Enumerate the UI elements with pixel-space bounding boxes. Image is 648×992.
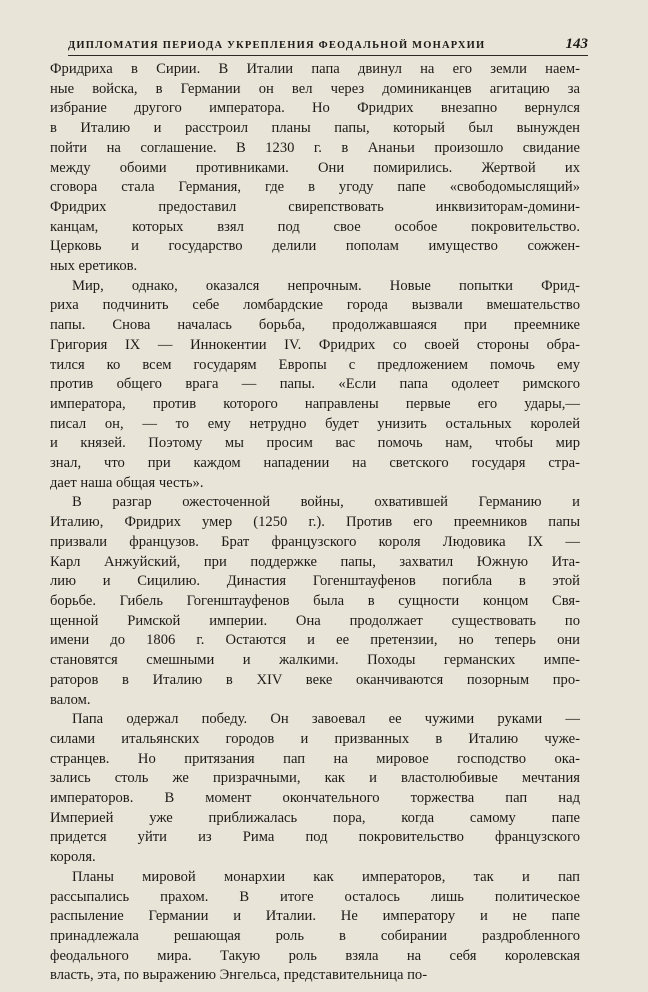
paragraph <box>50 868 580 986</box>
text-line: писал он, — то ему нетрудно будет унизить остальных королей <box>50 415 580 432</box>
text-line: ных еретиков. <box>50 258 138 275</box>
text-line: и князей. Поэтому мы просим вас помочь нам, чтобы мир <box>50 435 580 452</box>
text-line: тился ко всем государям Европы с предложением помочь ему <box>50 356 580 373</box>
text-line: имени до 1806 г. Остаются и ее претензии, но теперь они <box>50 632 580 649</box>
text-line: распыление Германии и Италии. Не императору и не папе <box>50 908 580 925</box>
text-line: короля. <box>50 849 96 866</box>
text-line: валом. <box>50 691 91 708</box>
text-line: папы. Снова началась борьба, продолжавшаяся при преемнике <box>50 317 580 334</box>
text-line: знал, что при каждом нападении на светского государя стра- <box>50 455 580 472</box>
text-line: дает наша общая честь». <box>50 474 204 491</box>
text-line: феодального мира. Такую роль взяла на себя королевская <box>50 947 580 964</box>
text-line: зались столь же призрачными, как и властолюбивые мечтания <box>50 770 580 787</box>
text-line: придется уйти из Рима под покровительство французского <box>50 829 580 846</box>
text-line: силами итальянских городов и призванных в Италию чуже- <box>50 730 580 747</box>
body-text <box>50 60 580 986</box>
text-line: Планы мировой монархии как императоров, так и пап <box>72 868 580 885</box>
text-line: призвали французов. Брат французского короля Людовика IX — <box>50 533 580 550</box>
text-line: раторов в Италию в XIV веке оканчиваются позорным про- <box>50 671 580 688</box>
text-line: принадлежала решающая роль в собирании раздробленного <box>50 927 580 944</box>
text-line: Мир, однако, оказался непрочным. Новые попытки Фрид- <box>72 277 580 294</box>
page-number: 143 <box>565 36 588 52</box>
paragraph <box>50 493 580 710</box>
text-line: щенной Римской империи. Она продолжает существовать по <box>50 612 580 629</box>
text-line: Григория IX — Иннокентии IV. Фридрих со своей стороны обра- <box>50 336 580 353</box>
text-line: Фридриха в Сирии. В Италии папа двинул на его земли наем- <box>50 61 580 77</box>
text-line: Папа одержал победу. Он завоевал ее чужими руками — <box>72 711 580 728</box>
text-line: императоров. В момент окончательного торжества пап над <box>50 790 580 807</box>
paragraph <box>50 60 580 277</box>
text-line: сговора стала Германия, где в угоду папе «свободомыслящий» <box>50 179 580 196</box>
paragraph <box>50 277 580 494</box>
text-line: становятся смешными и жалкими. Походы германских импе- <box>50 652 580 669</box>
text-line: власть, эта, по выражению Энгельса, представительница по- <box>50 967 428 984</box>
text-line: избрание другого императора. Но Фридрих внезапно вернулся <box>50 100 580 117</box>
text-line: ные войска, в Германии он вел через доминиканцев агитацию за <box>50 80 580 97</box>
text-line: пойти на соглашение. В 1230 г. в Ананьи произошло свидание <box>50 139 580 156</box>
text-line: странцев. Но притязания пап на мировое господство ока- <box>50 750 580 767</box>
text-line: канцам, которых взял под свое особое покровительство. <box>50 218 580 235</box>
text-line: Карл Анжуйский, при поддержке папы, захватил Южную Ита- <box>50 553 580 570</box>
text-line: в Италию и расстроил планы папы, который был вынужден <box>50 120 580 137</box>
text-line: борьбе. Гибель Гогенштауфенов была в сущности концом Свя- <box>50 592 580 609</box>
text-line: против общего врага — папы. «Если папа одолеет римского <box>50 376 580 393</box>
text-line: лию и Сицилию. Династия Гогенштауфенов погибла в этой <box>50 573 580 590</box>
page-header <box>68 36 588 56</box>
running-head: ДИПЛОМАТИЯ ПЕРИОДА УКРЕПЛЕНИЯ ФЕОДАЛЬНОЙ МОНАРХИИ <box>68 40 486 51</box>
text-line: риха подчинить себе ломбардские города вызвали вмешательство <box>50 297 580 314</box>
text-line: императора, против которого направлены первые его удары,— <box>50 395 580 412</box>
text-line: Фридрих предоставил свирепствовать инквизиторам-домини- <box>50 198 580 215</box>
text-line: рассыпались прахом. В итоге осталось лишь политическое <box>50 888 580 905</box>
text-line: Империей уже приближалась пора, когда самому папе <box>50 809 580 826</box>
text-line: между обоими противниками. Они помирились. Жертвой их <box>50 159 580 176</box>
text-line: Италию, Фридрих умер (1250 г.). Против его преемников папы <box>50 514 580 531</box>
text-line: В разгар ожесточенной войны, охватившей Германию и <box>72 494 580 511</box>
text-line: Церковь и государство делили пополам имущество сожжен- <box>50 238 580 255</box>
paragraph <box>50 710 580 868</box>
